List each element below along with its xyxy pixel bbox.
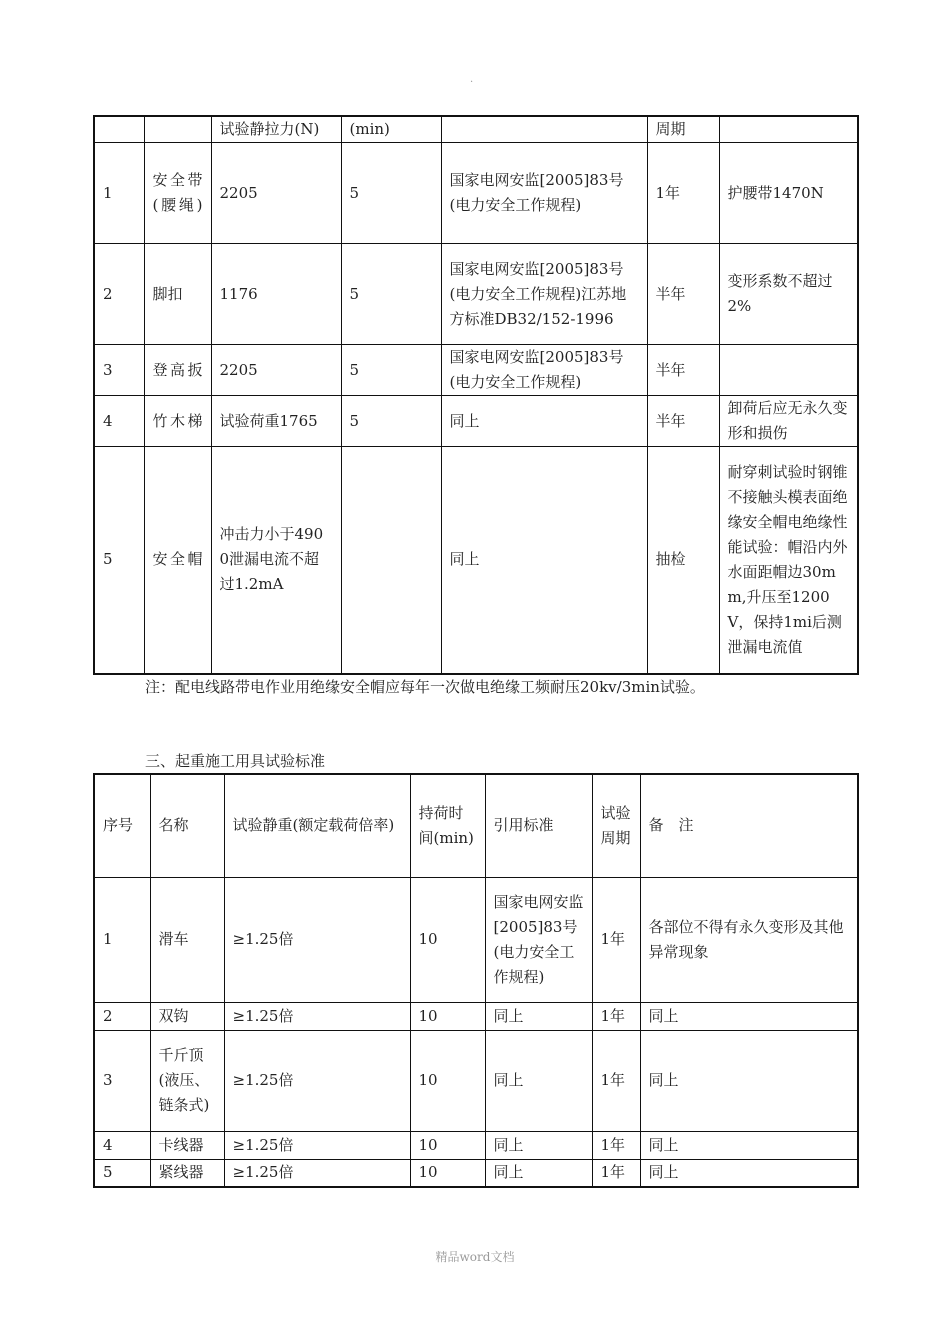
table1-header-cell: 试验静拉力(N) bbox=[211, 116, 341, 143]
table-row bbox=[94, 1159, 858, 1187]
tool-name: 脚扣 bbox=[144, 244, 211, 345]
test-force: 2205 bbox=[211, 345, 341, 396]
remark: 同上 bbox=[640, 1159, 858, 1187]
table2-header-row bbox=[94, 774, 858, 877]
table-row bbox=[94, 396, 858, 447]
test-load: ≥1.25倍 bbox=[224, 1030, 410, 1131]
remark: 护腰带1470N bbox=[719, 143, 858, 244]
tool-name: 安全带(腰绳) bbox=[144, 143, 211, 244]
tool-name: 竹木梯 bbox=[144, 396, 211, 447]
table1-header-cell bbox=[441, 116, 647, 143]
test-force: 试验荷重1765 bbox=[211, 396, 341, 447]
remark: 同上 bbox=[640, 1131, 858, 1159]
reference-standard: 同上 bbox=[485, 1002, 592, 1030]
test-cycle: 1年 bbox=[592, 1030, 640, 1131]
table1-header-cell bbox=[94, 116, 144, 143]
table1-header-cell bbox=[144, 116, 211, 143]
test-cycle: 抽检 bbox=[647, 447, 719, 674]
hold-time: 10 bbox=[410, 877, 485, 1002]
table-row bbox=[94, 877, 858, 1002]
test-load: ≥1.25倍 bbox=[224, 1159, 410, 1187]
table2-header-cell: 试验周期 bbox=[592, 774, 640, 877]
reference-standard: 同上 bbox=[485, 1030, 592, 1131]
test-cycle: 1年 bbox=[647, 143, 719, 244]
table2-header-cell: 引用标准 bbox=[485, 774, 592, 877]
table2-header-cell: 名称 bbox=[150, 774, 224, 877]
row-number: 4 bbox=[94, 1131, 150, 1159]
table-row bbox=[94, 447, 858, 674]
table-row bbox=[94, 1131, 858, 1159]
table1-header-cell bbox=[719, 116, 858, 143]
row-number: 2 bbox=[94, 244, 144, 345]
hold-time: 5 bbox=[341, 143, 441, 244]
remark: 同上 bbox=[640, 1002, 858, 1030]
table2-header-cell: 持荷时间(min) bbox=[410, 774, 485, 877]
hold-time: 10 bbox=[410, 1002, 485, 1030]
remark: 各部位不得有永久变形及其他异常现象 bbox=[640, 877, 858, 1002]
row-number: 2 bbox=[94, 1002, 150, 1030]
test-cycle: 半年 bbox=[647, 345, 719, 396]
remark: 卸荷后应无永久变形和损伤 bbox=[719, 396, 858, 447]
row-number: 5 bbox=[94, 1159, 150, 1187]
row-number: 3 bbox=[94, 1030, 150, 1131]
reference-standard: 国家电网安监[2005]83号(电力安全工作规程)江苏地方标准DB32/152-1996 bbox=[441, 244, 647, 345]
reference-standard: 国家电网安监[2005]83号(电力安全工作规程) bbox=[441, 143, 647, 244]
remark: 变形系数不超过2% bbox=[719, 244, 858, 345]
test-cycle: 半年 bbox=[647, 396, 719, 447]
tool-name: 卡线器 bbox=[150, 1131, 224, 1159]
hold-time: 5 bbox=[341, 244, 441, 345]
reference-standard: 同上 bbox=[485, 1159, 592, 1187]
test-force: 1176 bbox=[211, 244, 341, 345]
table-row bbox=[94, 345, 858, 396]
test-load: ≥1.25倍 bbox=[224, 877, 410, 1002]
top-mark: . bbox=[470, 74, 474, 85]
row-number: 5 bbox=[94, 447, 144, 674]
table2-header-cell: 序号 bbox=[94, 774, 150, 877]
remark: 同上 bbox=[640, 1030, 858, 1131]
table1-header-row bbox=[94, 116, 858, 143]
row-number: 1 bbox=[94, 143, 144, 244]
tool-name: 滑车 bbox=[150, 877, 224, 1002]
tool-name: 千斤顶(液压、链条式) bbox=[150, 1030, 224, 1131]
hold-time bbox=[341, 447, 441, 674]
test-cycle: 1年 bbox=[592, 877, 640, 1002]
table2-header-cell: 试验静重(额定载荷倍率) bbox=[224, 774, 410, 877]
test-load: ≥1.25倍 bbox=[224, 1131, 410, 1159]
page-footer: 精品word文档 bbox=[435, 1250, 515, 1264]
tool-name: 安全帽 bbox=[144, 447, 211, 674]
tool-name: 紧线器 bbox=[150, 1159, 224, 1187]
hold-time: 10 bbox=[410, 1030, 485, 1131]
section-title: 三、起重施工用具试验标准 bbox=[145, 752, 326, 770]
table-row bbox=[94, 143, 858, 244]
safety-tools-table bbox=[93, 115, 859, 675]
test-cycle: 半年 bbox=[647, 244, 719, 345]
test-cycle: 1年 bbox=[592, 1002, 640, 1030]
test-force: 冲击力小于4900泄漏电流不超过1.2mA bbox=[211, 447, 341, 674]
reference-standard: 国家电网安监[2005]83号(电力安全工作规程) bbox=[485, 877, 592, 1002]
hold-time: 10 bbox=[410, 1131, 485, 1159]
tool-name: 登高扳 bbox=[144, 345, 211, 396]
reference-standard: 国家电网安监[2005]83号(电力安全工作规程) bbox=[441, 345, 647, 396]
lifting-tools-table bbox=[93, 773, 859, 1188]
tool-name: 双钩 bbox=[150, 1002, 224, 1030]
row-number: 1 bbox=[94, 877, 150, 1002]
table1-header-cell: 周期 bbox=[647, 116, 719, 143]
test-cycle: 1年 bbox=[592, 1159, 640, 1187]
remark bbox=[719, 345, 858, 396]
table-row bbox=[94, 244, 858, 345]
test-load: ≥1.25倍 bbox=[224, 1002, 410, 1030]
hold-time: 5 bbox=[341, 396, 441, 447]
row-number: 4 bbox=[94, 396, 144, 447]
hold-time: 10 bbox=[410, 1159, 485, 1187]
table-row bbox=[94, 1030, 858, 1131]
reference-standard: 同上 bbox=[485, 1131, 592, 1159]
test-cycle: 1年 bbox=[592, 1131, 640, 1159]
test-force: 2205 bbox=[211, 143, 341, 244]
row-number: 3 bbox=[94, 345, 144, 396]
remark: 耐穿刺试验时钢锥不接触头模表面绝缘安全帽电绝缘性能试验：帽沿内外水面距帽边30mm,升压至1200V，保持1mi后测泄漏电流值 bbox=[719, 447, 858, 674]
reference-standard: 同上 bbox=[441, 447, 647, 674]
table2-header-cell: 备 注 bbox=[640, 774, 858, 877]
table-row bbox=[94, 1002, 858, 1030]
table1-footnote: 注：配电线路带电作业用绝缘安全帽应每年一次做电绝缘工频耐压20kv/3min试验。 bbox=[145, 678, 705, 696]
reference-standard: 同上 bbox=[441, 396, 647, 447]
table1-header-cell: (min) bbox=[341, 116, 441, 143]
hold-time: 5 bbox=[341, 345, 441, 396]
